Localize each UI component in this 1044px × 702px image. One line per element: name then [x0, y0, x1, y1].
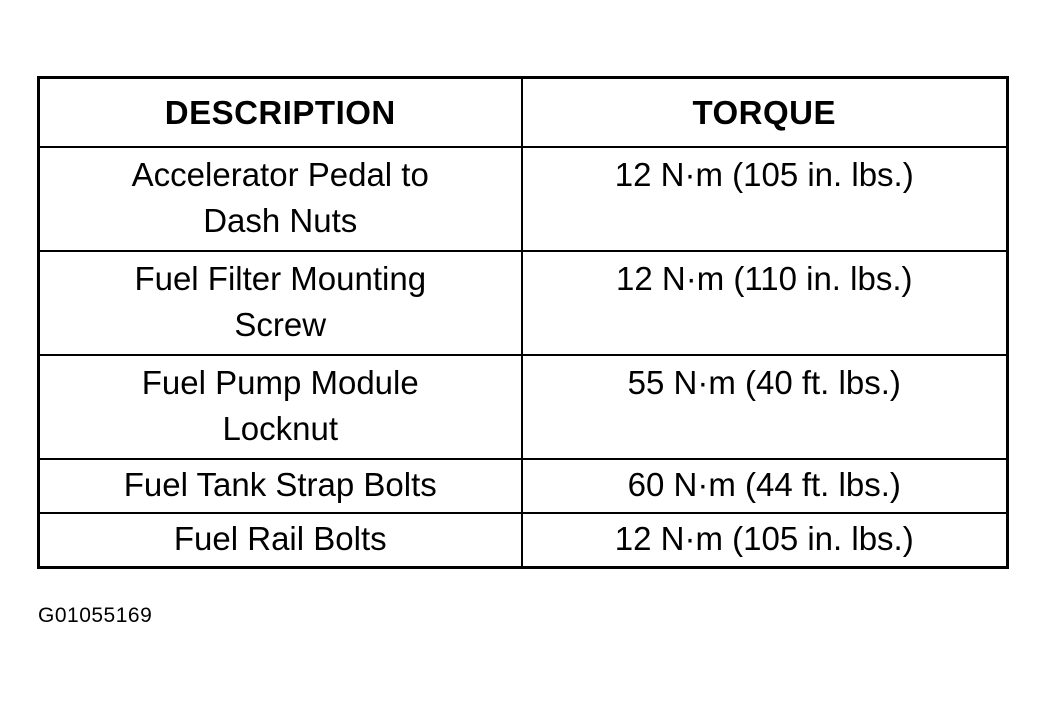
table-row [39, 251, 1008, 355]
figure-id-label: G01055169 [38, 604, 153, 627]
description-line: Fuel Tank Strap Bolts [123, 466, 437, 503]
table-row [39, 513, 1008, 568]
description-cell [39, 355, 522, 459]
torque-cell: 12 N·m (105 in. lbs.) [522, 513, 1008, 568]
description-line: Accelerator Pedal to [131, 156, 429, 193]
description-line: Fuel Filter Mounting [134, 260, 427, 297]
description-line: Locknut [222, 410, 339, 447]
description-line: Screw [234, 306, 327, 343]
torque-spec-table [37, 76, 1009, 569]
torque-cell: 60 N·m (44 ft. lbs.) [522, 459, 1008, 513]
description-line: Fuel Rail Bolts [173, 520, 387, 557]
table-row [39, 147, 1008, 251]
description-cell [39, 459, 522, 513]
description-cell [39, 147, 522, 251]
torque-cell: 55 N·m (40 ft. lbs.) [522, 355, 1008, 459]
torque-column-header: TORQUE [522, 78, 1008, 148]
torque-cell: 12 N·m (110 in. lbs.) [522, 251, 1008, 355]
description-cell [39, 251, 522, 355]
table-row [39, 459, 1008, 513]
table-header-row [39, 78, 1008, 148]
torque-cell: 12 N·m (105 in. lbs.) [522, 147, 1008, 251]
description-line: Fuel Pump Module [141, 364, 419, 401]
table-row [39, 355, 1008, 459]
description-line: Dash Nuts [203, 202, 358, 239]
description-column-header: DESCRIPTION [39, 78, 522, 148]
description-cell [39, 513, 522, 568]
